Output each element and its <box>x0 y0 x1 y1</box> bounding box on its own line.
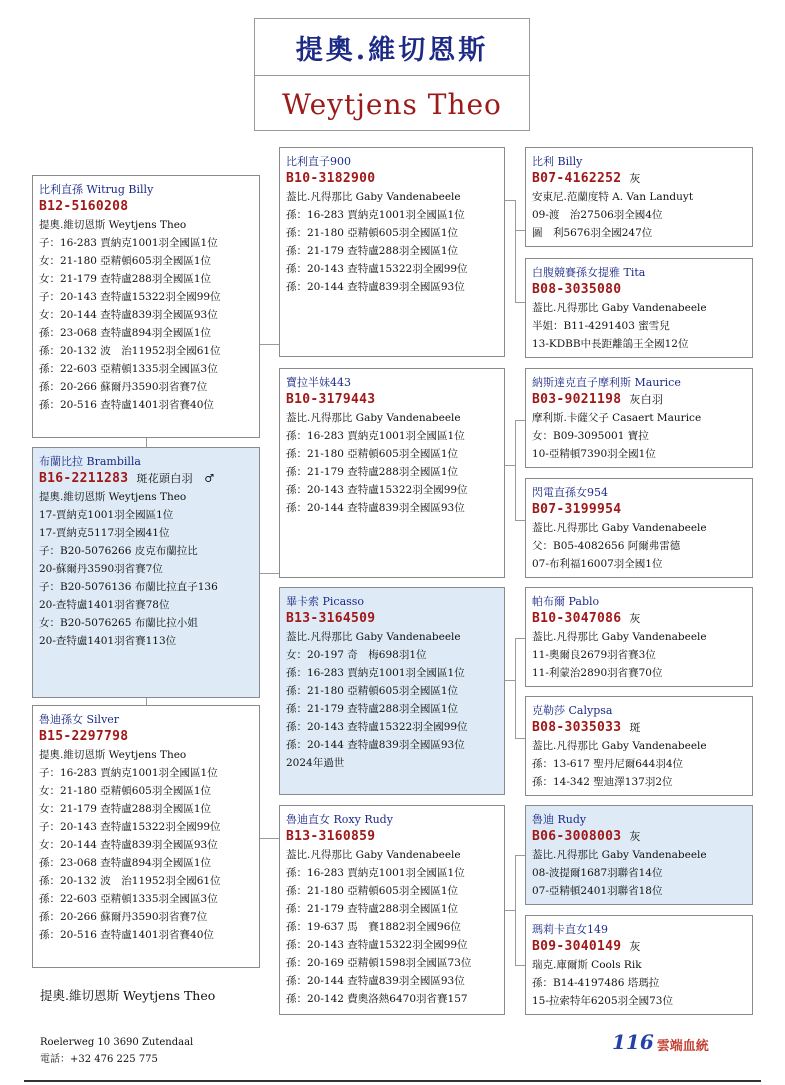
bird-name: 畢卡索 Picasso <box>286 595 365 608</box>
detail-line: 提奧.維切恩斯 Weytjens Theo <box>39 219 187 231</box>
connector <box>515 200 516 302</box>
detail-line: 孫：23-068 查特盧894羽全國區1位 <box>39 327 212 339</box>
bird-name: 寶拉半妹443 <box>286 376 351 389</box>
detail-line: 葢比.凡得那比 Gaby Vandenabeele <box>532 302 707 314</box>
bird-name: 魯迪孫女 Silver <box>39 713 120 726</box>
connector <box>515 738 525 739</box>
detail-line: 葢比.凡得那比 Gaby Vandenabeele <box>286 849 461 861</box>
detail-line: 20-查特盧1401羽省賽113位 <box>39 635 177 647</box>
detail-line: 葢比.凡得那比 Gaby Vandenabeele <box>286 191 461 203</box>
bird-details <box>39 216 254 414</box>
bird-name: 克勒莎 Calypsa <box>532 704 613 717</box>
detail-line: 提奧.維切恩斯 Weytjens Theo <box>39 491 187 503</box>
detail-line: 孫：21-179 查特盧288羽全國區1位 <box>286 466 459 478</box>
bird-details <box>532 737 747 791</box>
pedigree-card-gen2 <box>279 587 505 795</box>
detail-line: 孫：20-169 亞精頓1598羽全國區73位 <box>286 957 472 969</box>
detail-line: 子：16-283 賈納克1001羽全國區1位 <box>39 237 218 249</box>
detail-line: 葢比.凡得那比 Gaby Vandenabeele <box>532 849 707 861</box>
bird-details <box>532 188 747 242</box>
bird-name: 魯迪直女 Roxy Rudy <box>286 813 393 826</box>
bird-details <box>532 409 747 463</box>
title-chinese: 提奧.維切恩斯 <box>255 19 529 76</box>
logo-text: 雲端血統 <box>656 1039 709 1054</box>
detail-line: 葢比.凡得那比 Gaby Vandenabeele <box>286 631 461 643</box>
detail-line: 瑞克.庫爾斯 Cools Rik <box>532 959 642 971</box>
pedigree-card-gen2 <box>279 147 505 357</box>
detail-line: 孫：20-516 查特盧1401羽省賽40位 <box>39 929 214 941</box>
bird-details <box>39 488 254 650</box>
ring-number: B06-3008003 灰 <box>532 829 641 844</box>
address: Roelerweg 10 3690 Zutendaal <box>40 1037 194 1048</box>
connector <box>260 838 279 839</box>
bird-name: 比利直子900 <box>286 155 351 168</box>
connector <box>515 965 525 966</box>
ring-number: B10-3179443 <box>286 392 376 407</box>
bird-details <box>286 846 499 1008</box>
detail-line: 11-奧爾良2679羽省賽3位 <box>532 649 656 661</box>
ring-number: B12-5160208 <box>39 199 129 214</box>
detail-line: 圖 利5676羽全國247位 <box>532 227 653 239</box>
detail-line: 08-波提爾1687羽聯省14位 <box>532 867 663 879</box>
detail-line: 孫：16-283 賈納克1001羽全國區1位 <box>286 867 465 879</box>
bird-details <box>532 956 747 1010</box>
detail-line: 提奧.維切恩斯 Weytjens Theo <box>39 749 187 761</box>
bird-details <box>286 409 499 517</box>
pedigree-card-gen3 <box>525 805 753 905</box>
detail-line: 孫：16-283 賈納克1001羽全國區1位 <box>286 430 465 442</box>
detail-line: 孫：16-283 賈納克1001羽全國區1位 <box>286 667 465 679</box>
detail-line: 葢比.凡得那比 Gaby Vandenabeele <box>532 740 707 752</box>
bird-name: 布蘭比拉 Brambilla <box>39 455 141 468</box>
detail-line: 孫：20-516 查特盧1401羽省賽40位 <box>39 399 214 411</box>
connector <box>515 302 525 303</box>
detail-line: 子：B20-5076266 皮克布蘭拉比 <box>39 545 198 557</box>
ring-number: B15-2297798 <box>39 729 129 744</box>
connector <box>515 520 525 521</box>
detail-line: 女：B09-3095001 寶拉 <box>532 430 649 442</box>
detail-line: 半姐：B11-4291403 蜜雪兒 <box>532 320 670 332</box>
connector <box>505 200 515 201</box>
detail-line: 孫：20-144 查特盧839羽全國區93位 <box>286 502 465 514</box>
connector <box>146 438 147 447</box>
bird-name: 比利直孫 Witrug Billy <box>39 183 154 196</box>
detail-line: 孫：21-180 亞精頓605羽全國區1位 <box>286 448 459 460</box>
bird-name: 帕布爾 Pablo <box>532 595 600 608</box>
detail-line: 孫：20-144 查特盧839羽全國區93位 <box>286 739 465 751</box>
detail-line: 孫：20-143 查特盧15322羽全國99位 <box>286 721 468 733</box>
detail-line: 09-渡 治27506羽全國4位 <box>532 209 663 221</box>
bird-details <box>39 746 254 944</box>
divider <box>24 1080 761 1082</box>
connector <box>260 573 279 574</box>
detail-line: 女：20-144 查特盧839羽全國區93位 <box>39 839 218 851</box>
detail-line: 孫：20-142 費奧洛熱6470羽省賽157 <box>286 993 468 1005</box>
detail-line: 13-KDBB中長距離鴿王全國12位 <box>532 338 689 350</box>
detail-line: 07-布利福16007羽全國1位 <box>532 558 663 570</box>
bird-details <box>532 299 747 353</box>
pedigree-card-gen3 <box>525 147 753 247</box>
ring-number: B08-3035033 斑 <box>532 720 641 735</box>
bird-name: 瑪莉卡直女149 <box>532 923 608 936</box>
bird-details <box>286 188 499 296</box>
detail-line: 孫：13-617 聖丹尼爾644羽4位 <box>532 758 684 770</box>
connector <box>515 420 516 520</box>
connector <box>515 855 516 965</box>
bird-details <box>532 846 747 900</box>
title-box <box>254 18 530 131</box>
detail-line: 20-查特盧1401羽省賽78位 <box>39 599 170 611</box>
bird-details <box>286 628 499 772</box>
connector <box>505 910 515 911</box>
connector <box>505 680 515 681</box>
detail-line: 孫：20-132 波 治11952羽全國61位 <box>39 875 221 887</box>
pedigree-card-gen3 <box>525 915 753 1015</box>
detail-line: 女：21-179 查特盧288羽全國區1位 <box>39 803 212 815</box>
pedigree-card-subject <box>32 175 260 438</box>
detail-line: 女：21-179 查特盧288羽全國區1位 <box>39 273 212 285</box>
detail-line: 孫：20-132 波 治11952羽全國61位 <box>39 345 221 357</box>
pedigree-card-sire <box>32 447 260 698</box>
detail-line: 孫：22-603 亞精頓1335羽全國區3位 <box>39 363 218 375</box>
detail-line: 10-亞精頓7390羽全國1位 <box>532 448 656 460</box>
detail-line: 孫：20-143 查特盧15322羽全國99位 <box>286 484 468 496</box>
detail-line: 孫：14-342 聖迪澤137羽2位 <box>532 776 673 788</box>
detail-line: 孫：21-179 查特盧288羽全國區1位 <box>286 703 459 715</box>
pedigree-card-gen2 <box>279 805 505 1015</box>
detail-line: 孫：21-180 亞精頓605羽全國區1位 <box>286 885 459 897</box>
detail-line: 孫：21-179 查特盧288羽全國區1位 <box>286 245 459 257</box>
pedigree-card-gen3 <box>525 368 753 468</box>
detail-line: 17-賈納克1001羽全國區1位 <box>39 509 174 521</box>
bird-details <box>532 628 747 682</box>
pedigree-card-gen2 <box>279 368 505 578</box>
connector <box>146 698 147 705</box>
detail-line: 女：21-180 亞精頓605羽全國區1位 <box>39 785 212 797</box>
detail-line: 孫：20-266 蘇爾丹3590羽省賽7位 <box>39 911 208 923</box>
detail-line: 孫：21-179 查特盧288羽全國區1位 <box>286 903 459 915</box>
detail-line: 20-蘇爾丹3590羽省賽7位 <box>39 563 163 575</box>
detail-line: 孫：23-068 查特盧894羽全國區1位 <box>39 857 212 869</box>
contact-info <box>40 1034 193 1068</box>
detail-line: 葢比.凡得那比 Gaby Vandenabeele <box>286 412 461 424</box>
pedigree-card-gen3 <box>525 587 753 687</box>
detail-line: 孫：B14-4197486 塔瑪拉 <box>532 977 660 989</box>
detail-line: 孫：21-180 亞精頓605羽全國區1位 <box>286 227 459 239</box>
title-english: Weytjens Theo <box>282 87 502 121</box>
brand-logo <box>612 1030 709 1054</box>
detail-line: 孫：20-143 查特盧15322羽全國99位 <box>286 263 468 275</box>
detail-line: 子：20-143 查特盧15322羽全國99位 <box>39 291 221 303</box>
detail-line: 孫：20-266 蘇爾丹3590羽省賽7位 <box>39 381 208 393</box>
ring-number: B09-3040149 灰 <box>532 939 641 954</box>
connector <box>515 855 525 856</box>
detail-line: 子：16-283 賈納克1001羽全國區1位 <box>39 767 218 779</box>
ring-number: B13-3164509 <box>286 611 376 626</box>
detail-line: 子：20-143 查特盧15322羽全國99位 <box>39 821 221 833</box>
detail-line: 女：20-197 奇 梅698羽1位 <box>286 649 427 661</box>
logo-number: 116 <box>612 1030 654 1054</box>
detail-line: 父：B05-4082656 阿爾弗雷德 <box>532 540 681 552</box>
detail-line: 女：B20-5076265 布蘭比拉小姐 <box>39 617 198 629</box>
ring-number: B10-3182900 <box>286 171 376 186</box>
connector <box>260 344 279 345</box>
pedigree-card-gen3 <box>525 478 753 578</box>
bird-name: 魯迪 Rudy <box>532 813 587 826</box>
detail-line: 孫：21-180 亞精頓605羽全國區1位 <box>286 685 459 697</box>
detail-line: 2024年過世 <box>286 757 345 769</box>
detail-line: 安東尼.范蘭度特 A. Van Landuyt <box>532 191 694 203</box>
ring-number: B16-2211283 斑花頭白羽 ♂ <box>39 471 215 486</box>
detail-line: 孫：20-144 查特盧839羽全國區93位 <box>286 975 465 987</box>
pedigree-card-dam <box>32 705 260 968</box>
detail-line: 07-亞精頓2401羽聯省18位 <box>532 885 663 897</box>
detail-line: 孫：16-283 賈納克1001羽全國區1位 <box>286 209 465 221</box>
ring-number: B07-3199954 <box>532 502 622 517</box>
detail-line: 11-利蒙治2890羽省賽70位 <box>532 667 663 679</box>
pedigree-card-gen3 <box>525 696 753 796</box>
phone: 電話：+32 476 225 775 <box>40 1054 158 1065</box>
bird-name: 納斯達克直子摩利斯 Maurice <box>532 376 681 389</box>
ring-number: B03-9021198 灰白羽 <box>532 392 664 407</box>
bird-details <box>532 519 747 573</box>
connector <box>515 420 525 421</box>
detail-line: 女：21-180 亞精頓605羽全國區1位 <box>39 255 212 267</box>
connector <box>515 638 516 738</box>
ring-number: B10-3047086 灰 <box>532 611 641 626</box>
detail-line: 葢比.凡得那比 Gaby Vandenabeele <box>532 631 707 643</box>
detail-line: 子：B20-5076136 布蘭比拉直子136 <box>39 581 218 593</box>
ring-number: B08-3035080 <box>532 282 622 297</box>
detail-line: 孫：22-603 亞精頓1335羽全國區3位 <box>39 893 218 905</box>
detail-line: 孫：20-143 查特盧15322羽全國99位 <box>286 939 468 951</box>
ring-number: B07-4162252 灰 <box>532 171 641 186</box>
detail-line: 摩利斯.卡薩父子 Casaert Maurice <box>532 412 702 424</box>
connector <box>505 465 515 466</box>
connector <box>515 230 525 231</box>
bird-name: 比利 Billy <box>532 155 583 168</box>
pedigree-card-gen3 <box>525 258 753 358</box>
detail-line: 17-賈納克5117羽全國41位 <box>39 527 170 539</box>
detail-line: 孫：19-637 馬 賽1882羽全國96位 <box>286 921 461 933</box>
detail-line: 女：20-144 查特盧839羽全國區93位 <box>39 309 218 321</box>
detail-line: 15-拉索特年6205羽全國73位 <box>532 995 673 1007</box>
detail-line: 葢比.凡得那比 Gaby Vandenabeele <box>532 522 707 534</box>
ring-number: B13-3160859 <box>286 829 376 844</box>
bird-name: 白腹競賽孫女提雅 Tita <box>532 266 646 279</box>
connector <box>515 638 525 639</box>
bird-name: 閃電直孫女954 <box>532 486 608 499</box>
owner-name: 提奧.維切恩斯 Weytjens Theo <box>40 988 216 1003</box>
detail-line: 孫：20-144 查特盧839羽全國區93位 <box>286 281 465 293</box>
